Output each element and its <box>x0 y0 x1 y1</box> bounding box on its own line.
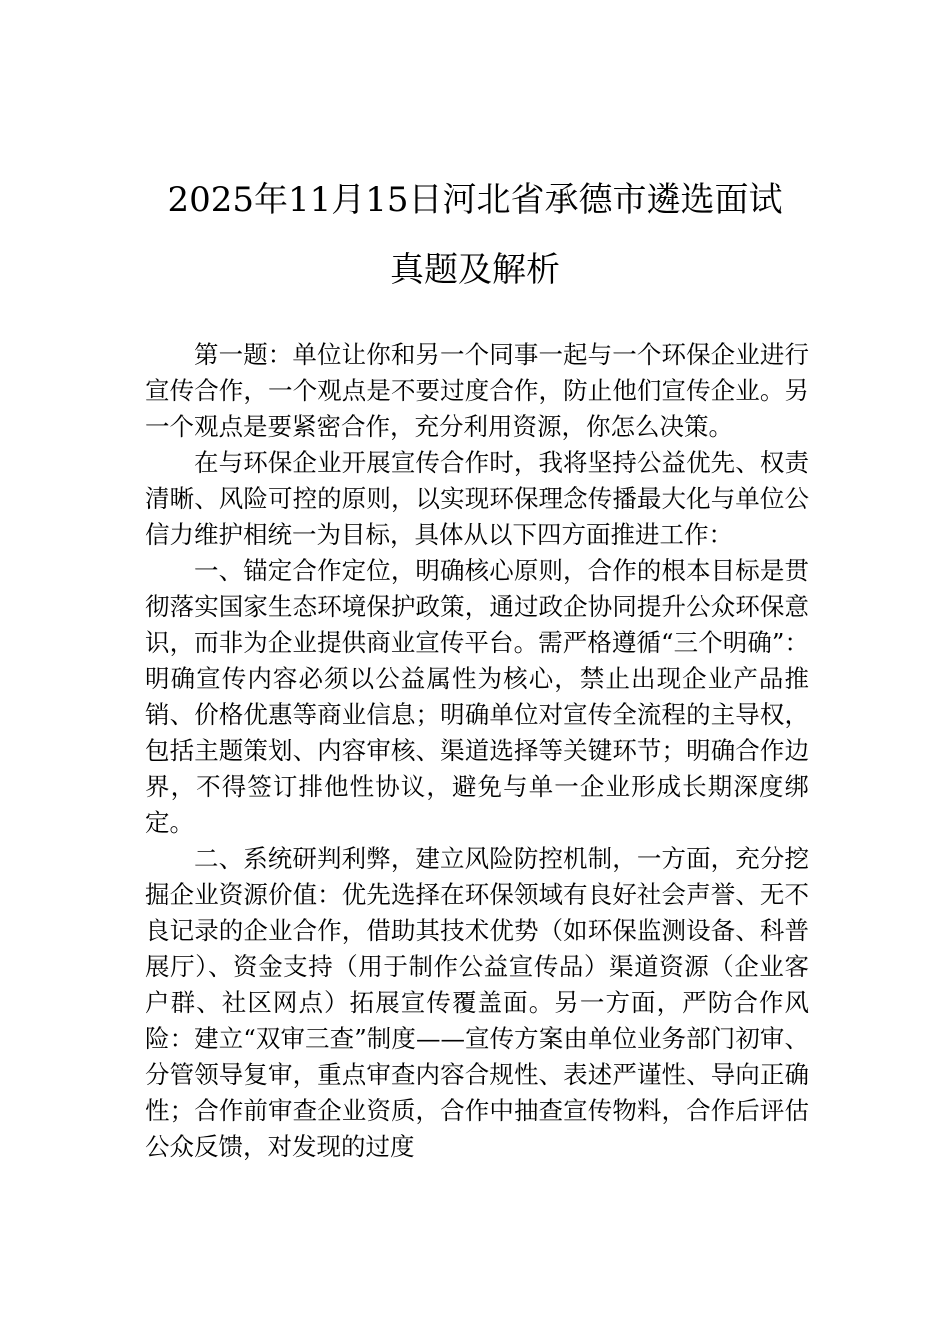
paragraph-intro: 在与环保企业开展宣传合作时，我将坚持公益优先、权责清晰、风险可控的原则，以实现环保理念传播最大化与单位公信力维护相统一为目标，具体从以下四方面推进工作： <box>145 448 809 549</box>
paragraph-point-2: 二、系统研判利弊，建立风险防控机制，一方面，充分挖掘企业资源价值：优先选择在环保领域有良好社会声誉、无不良记录的企业合作，借助其技术优势（如环保监测设备、科普展厅）、资金支持（用于制作公益宣传品）渠道资源（企业客户群、社区网点）拓展宣传覆盖面。另一方面，严防合作风险：建立“双审三查”制度——宣传方案由单位业务部门初审、分管领导复审，重点审查内容合规性、表述严谨性、导向正确性；合作前审查企业资质，合作中抽查宣传物料，合作后评估公众反馈，对发现的过度 <box>145 844 809 1161</box>
document-body <box>145 337 809 1165</box>
paragraph-point-1: 一、锚定合作定位，明确核心原则，合作的根本目标是贯彻落实国家生态环境保护政策，通过政企协同提升公众环保意识，而非为企业提供商业宣传平台。需严格遵循“三个明确”：明确宣传内容必须以公益属性为核心，禁止出现企业产品推销、价格优惠等商业信息；明确单位对宣传全流程的主导权，包括主题策划、内容审核、渠道选择等关键环节；明确合作边界，不得签订排他性协议，避免与单一企业形成长期深度绑定。 <box>145 556 809 837</box>
document-title-line-1: 2025年11月15日河北省承德市遴选面试 <box>167 180 783 220</box>
document-title-line-2: 真题及解析 <box>390 250 560 290</box>
paragraph-question-1: 第一题：单位让你和另一个同事一起与一个环保企业进行宣传合作，一个观点是不要过度合作，防止他们宣传企业。另一个观点是要紧密合作，充分利用资源，你怎么决策。 <box>145 340 809 441</box>
